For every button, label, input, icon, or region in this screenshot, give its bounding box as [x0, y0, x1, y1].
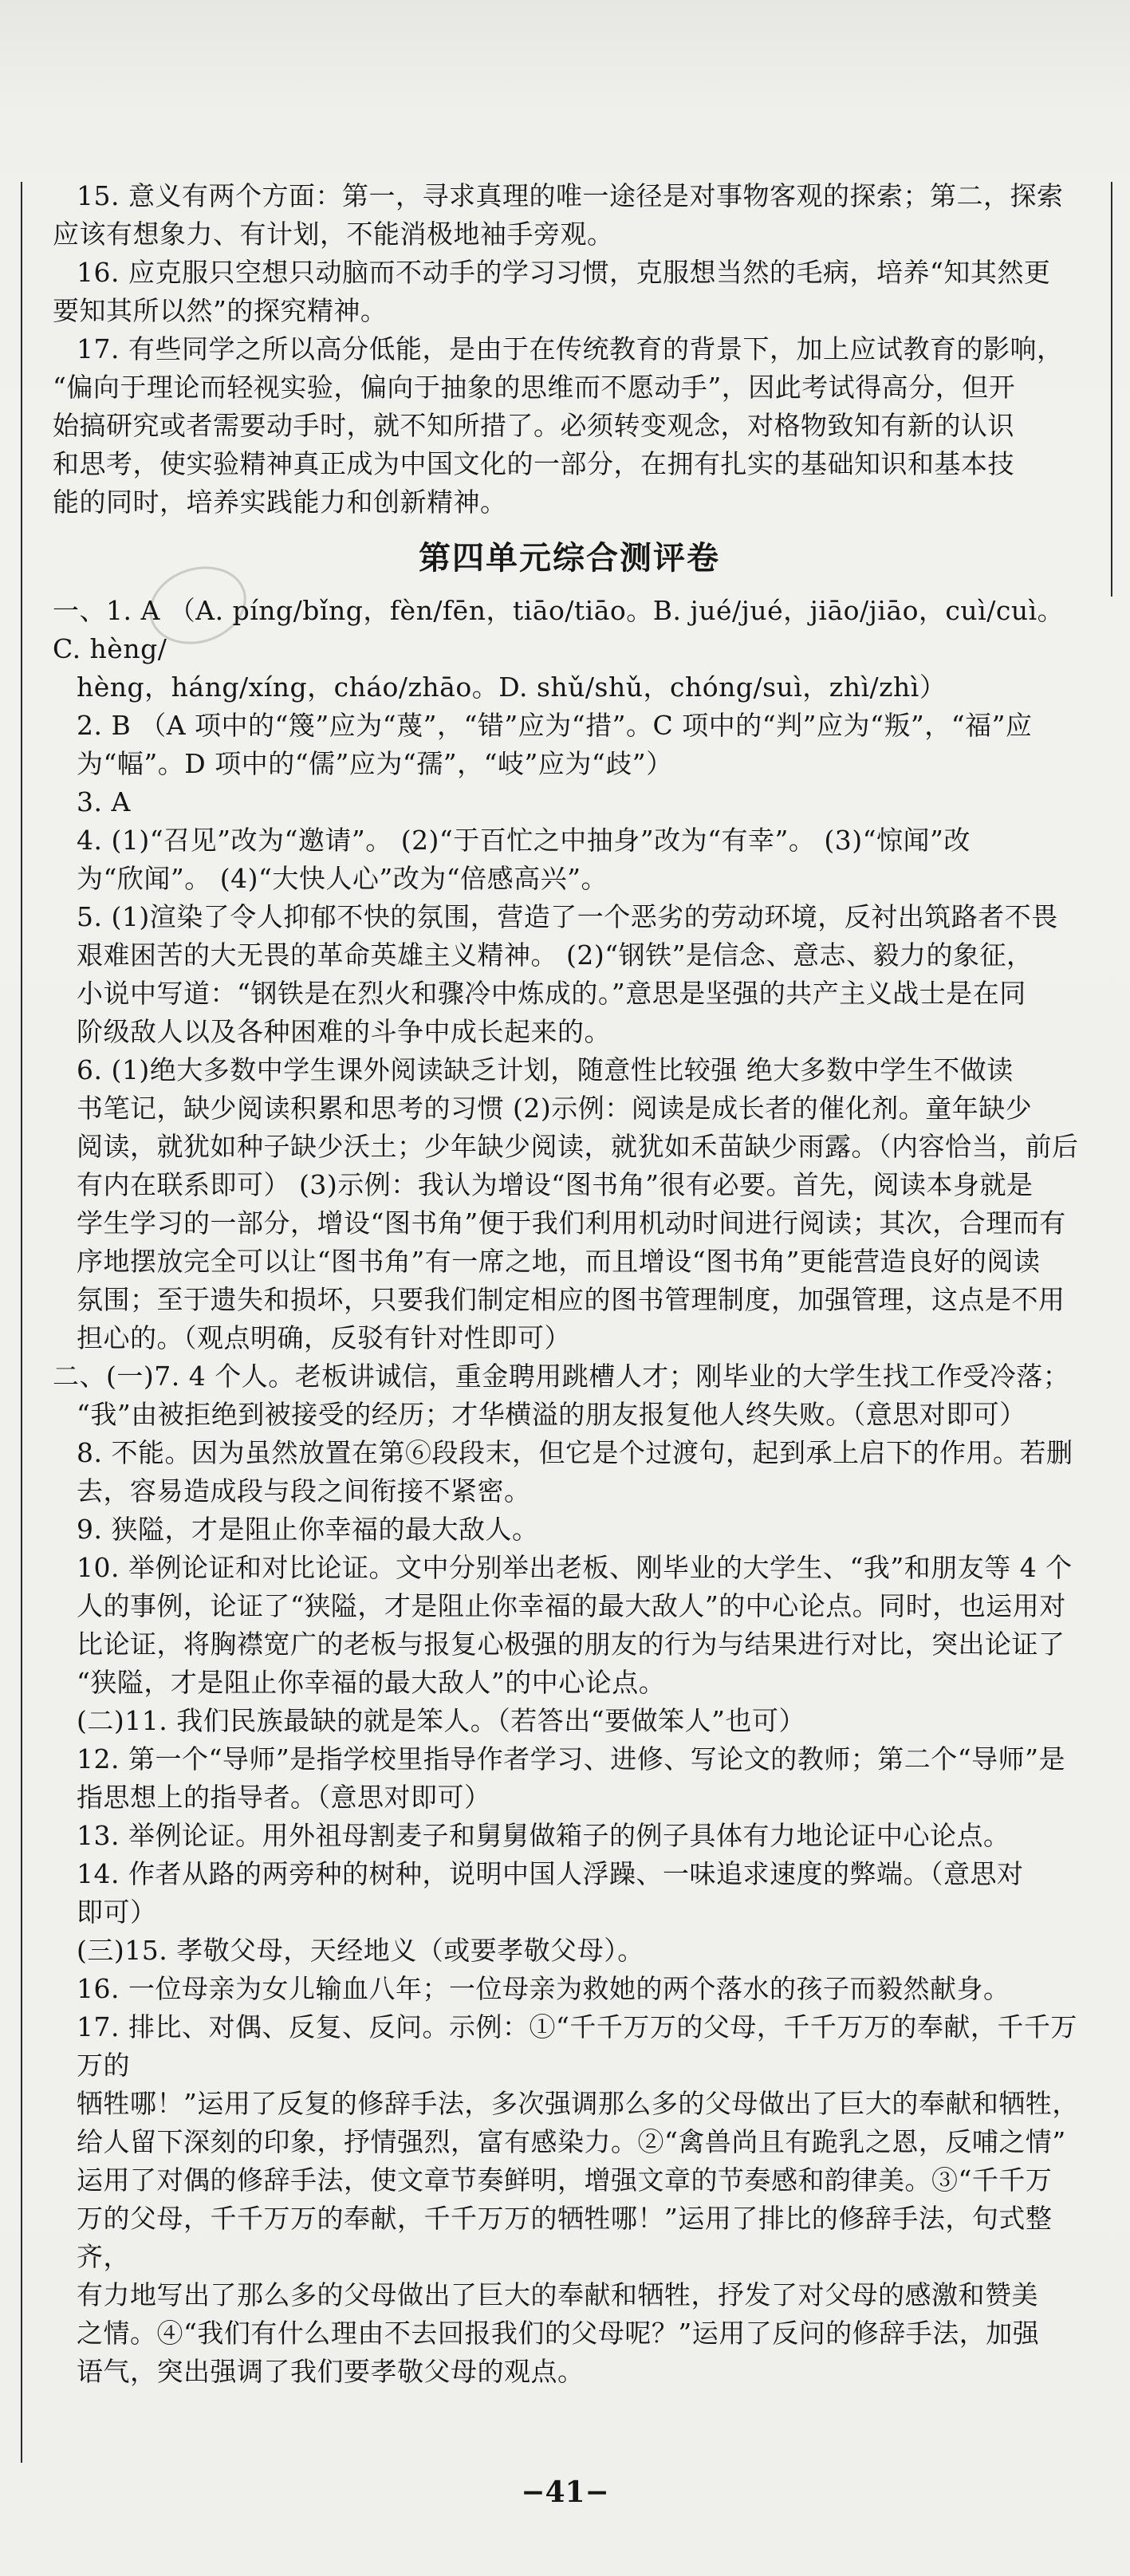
- text-line: 万的父母，千千万万的奉献，千千万万的牺牲哪！”运用了排比的修辞手法，句式整齐，: [77, 2203, 1053, 2272]
- text-line: 要知其所以然”的探究精神。: [53, 295, 388, 326]
- text-line: 2. B （A 项中的“篾”应为“蔑”，“错”应为“措”。C 项中的“判”应为“叛”，“福”应: [77, 710, 1033, 741]
- text-line: 9. 狭隘，才是阻止你幸福的最大敌人。: [77, 1514, 539, 1545]
- answer-content: [53, 177, 1086, 2391]
- text-line: 阶级敌人以及各种困难的斗争中成长起来的。: [77, 1016, 611, 1047]
- text-line: 14. 作者从路的两旁种的树种，说明中国人浮躁、一味追求速度的弊端。（意思对: [77, 1858, 1024, 1889]
- text-line: 13. 举例论证。用外祖母割麦子和舅舅做箱子的例子具体有力地论证中心论点。: [77, 1820, 1010, 1851]
- text-line: 小说中写道：“钢铁是在烈火和骤冷中炼成的。”意思是坚强的共产主义战士是在同: [77, 978, 1026, 1009]
- text-line: 牺牲哪！”运用了反复的修辞手法，多次强调那么多的父母做出了巨大的奉献和牺牲，: [77, 2088, 1079, 2119]
- text-line: 语气，突出强调了我们要孝敬父母的观点。: [77, 2356, 585, 2387]
- text-line: 二、(一)7. 4 个人。老板讲诚信，重金聘用跳槽人才；刚毕业的大学生找工作受冷落；: [53, 1361, 1070, 1392]
- text-line: 指思想上的指导者。（意思对即可）: [77, 1782, 491, 1813]
- text-line: 3. A: [77, 786, 131, 817]
- text-line: 为“幅”。D 项中的“儒”应为“孺”，“岐”应为“歧”）: [77, 748, 673, 779]
- text-line: 给人留下深刻的印象，抒情强烈，富有感染力。②“禽兽尚且有跪乳之恩，反哺之情”: [77, 2126, 1066, 2157]
- text-line: 阅读，就犹如种子缺少沃土；少年缺少阅读，就犹如禾苗缺少雨露。（内容恰当，前后: [77, 1131, 1079, 1162]
- text-line: 16. 应克服只空想只动脑而不动手的学习习惯，克服想当然的毛病，培养“知其然更: [77, 257, 1051, 288]
- text-line: “偏向于理论而轻视实验，偏向于抽象的思维而不愿动手”，因此考试得高分，但开: [53, 372, 1016, 403]
- text-line: 比论证，将胸襟宽广的老板与报复心极强的朋友的行为与结果进行对比，突出论证了: [77, 1629, 1065, 1660]
- text-line: 始搞研究或者需要动手时，就不知所措了。必须转变观念，对格物致知有新的认识: [53, 410, 1014, 441]
- left-margin-rule: [21, 182, 22, 2463]
- text-line: 16. 一位母亲为女儿输血八年；一位母亲为救她的两个落水的孩子而毅然献身。: [77, 1973, 1010, 2004]
- text-line: 为“欣闻”。 (4)“大快人心”改为“倍感高兴”。: [77, 863, 608, 894]
- text-line: 艰难困苦的大无畏的革命英雄主义精神。 (2)“钢铁”是信念、意志、毅力的象征，: [77, 939, 1034, 971]
- text-line: 之情。④“我们有什么理由不去回报我们的父母呢？”运用了反问的修辞手法，加强: [77, 2318, 1040, 2349]
- text-line: 15. 意义有两个方面：第一，寻求真理的唯一途径是对事物客观的探索；第二，探索: [77, 180, 1064, 211]
- right-margin-rule: [1111, 182, 1112, 597]
- text-line: 12. 第一个“导师”是指学校里指导作者学习、进修、写论文的教师；第二个“导师”是: [77, 1743, 1065, 1774]
- text-line: 17. 排比、对偶、反复、反问。示例：①“千千万万的父母，千千万万的奉献，千千万万的: [77, 2011, 1077, 2081]
- text-line: 担心的。（观点明确，反驳有针对性即可）: [77, 1322, 571, 1353]
- text-line: 5. (1)渲染了令人抑郁不快的氛围，营造了一个恶劣的劳动环境，反衬出筑路者不畏: [77, 901, 1058, 932]
- section-heading: 第四单元综合测评卷: [419, 540, 720, 577]
- text-line: 学生学习的一部分，增设“图书角”便于我们利用机动时间进行阅读；其次，合理而有: [77, 1207, 1066, 1239]
- text-line: (二)11. 我们民族最缺的就是笨人。（若答出“要做笨人”也可）: [77, 1705, 805, 1736]
- text-line: 书笔记，缺少阅读积累和思考的习惯 (2)示例：阅读是成长者的催化剂。童年缺少: [77, 1093, 1033, 1124]
- text-line: 人的事例，论证了“狭隘，才是阻止你幸福的最大敌人”的中心论点。同时，也运用对: [77, 1590, 1066, 1621]
- text-line: 应该有想象力、有计划，不能消极地袖手旁观。: [53, 219, 614, 250]
- text-line: 4. (1)“召见”改为“邀请”。 (2)“于百忙之中抽身”改为“有幸”。 (3)“惊闻”改: [77, 825, 971, 856]
- text-line: 有力地写出了那么多的父母做出了巨大的奉献和牺牲，抒发了对父母的感激和赞美: [77, 2279, 1038, 2310]
- page-number: −41−: [521, 2476, 609, 2509]
- text-line: 17. 有些同学之所以高分低能，是由于在传统教育的背景下，加上应试教育的影响，: [77, 333, 1064, 364]
- text-line: “我”由被拒绝到被接受的经历；才华横溢的朋友报复他人终失败。（意思对即可）: [77, 1399, 1026, 1430]
- text-line: 运用了对偶的修辞手法，使文章节奏鲜明，增强文章的节奏感和韵律美。③“千千万: [77, 2164, 1053, 2196]
- text-line: 去，容易造成段与段之间衔接不紧密。: [77, 1475, 531, 1507]
- text-line: 和思考，使实验精神真正成为中国文化的一部分，在拥有扎实的基础知识和基本技: [53, 448, 1014, 479]
- text-line: 能的同时，培养实践能力和创新精神。: [53, 486, 507, 518]
- text-line: 6. (1)绝大多数中学生课外阅读缺乏计划，随意性比较强 绝大多数中学生不做读: [77, 1054, 1014, 1085]
- text-line: hèng，háng/xíng，cháo/zhāo。D. shǔ/shǔ，chóng/suì，zhì/zhì）: [77, 672, 947, 703]
- text-line: 序地摆放完全可以让“图书角”有一席之地，而且增设“图书角”更能营造良好的阅读: [77, 1246, 1041, 1277]
- text-line: 氛围；至于遗失和损坏，只要我们制定相应的图书管理制度，加强管理，这点是不用: [77, 1284, 1065, 1315]
- text-line: 有内在联系即可） (3)示例：我认为增设“图书角”很有必要。首先，阅读本身就是: [77, 1169, 1034, 1200]
- text-line: 一、1. A （A. píng/bǐng，fèn/fēn，tiāo/tiāo。B. jué/jué，jiāo/jiāo，cuì/cuì。C. hèng/: [53, 595, 1065, 664]
- text-line: “狭隘，才是阻止你幸福的最大敌人”的中心论点。: [77, 1667, 666, 1698]
- text-line: 8. 不能。因为虽然放置在第⑥段段末，但它是个过渡句，起到承上启下的作用。若删: [77, 1437, 1073, 1468]
- text-line: (三)15. 孝敬父母，天经地义（或要孝敬父母）。: [77, 1935, 644, 1966]
- text-line: 10. 举例论证和对比论证。文中分别举出老板、刚毕业的大学生、“我”和朋友等 4 个: [77, 1552, 1073, 1583]
- text-line: 即可）: [77, 1897, 157, 1928]
